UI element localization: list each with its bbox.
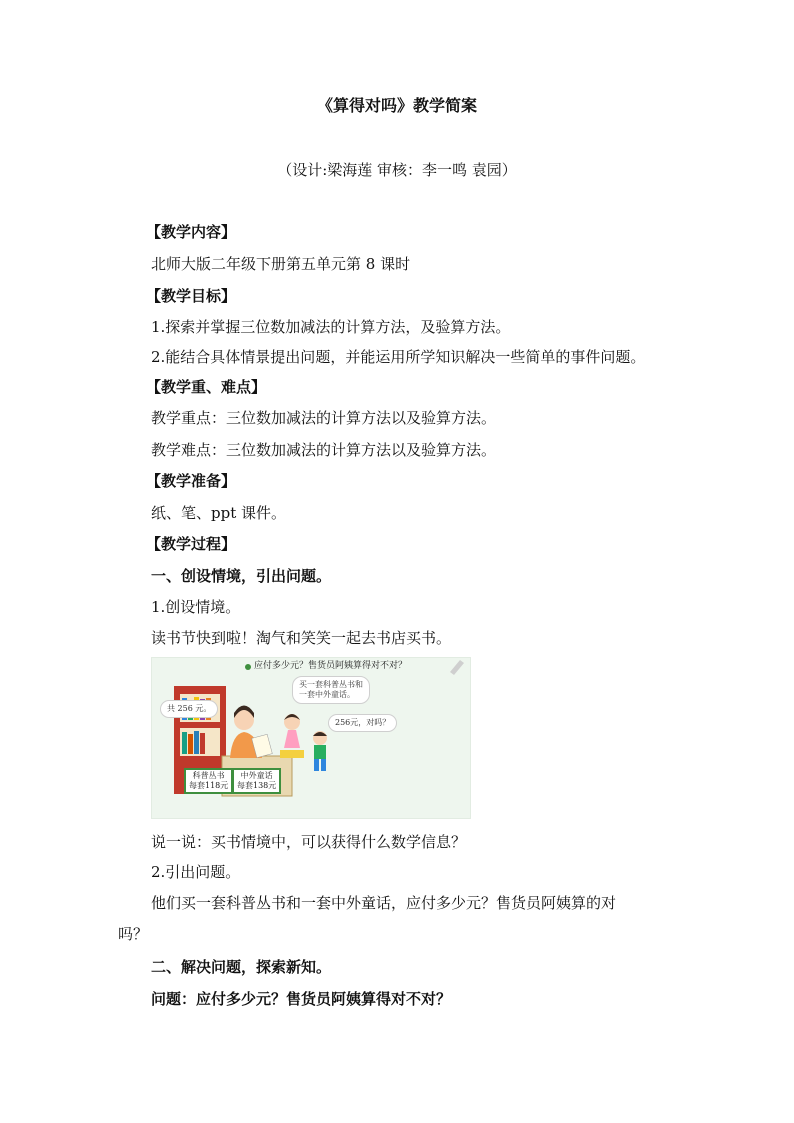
sign-tales-price: 每套138元 <box>237 781 277 790</box>
goal-1: 1.探索并掌握三位数加减法的计算方法，及验算方法。 <box>151 318 511 336</box>
credits-line: （设计:梁海莲 审核：李一鸣 袁园） <box>277 161 517 179</box>
sign-science-title: 科普丛书 <box>192 771 225 780</box>
question-line-1: 他们买一套科普丛书和一套中外童话，应付多少元？售货员阿姨算的对 <box>151 894 617 912</box>
question-line-2: 吗？ <box>118 925 149 943</box>
girl-bubble-line-2: 一套中外童话。 <box>299 690 355 699</box>
heading-goals: 【教学目标】 <box>146 287 237 305</box>
sign-tales-title: 中外童话 <box>240 771 273 780</box>
key-point: 教学重点：三位数加减法的计算方法以及验算方法。 <box>151 409 497 427</box>
price-sign-fairy-tales <box>232 768 281 794</box>
story-text: 读书节快到啦！淘气和笑笑一起去书店买书。 <box>151 629 452 647</box>
heading-process: 【教学过程】 <box>146 535 237 553</box>
section-1-heading: 一、创设情境，引出问题。 <box>151 567 332 585</box>
content-text: 北师大版二年级下册第五单元第 8 课时 <box>151 255 411 273</box>
step-1: 1.创设情境。 <box>151 598 241 616</box>
preparation-text: 纸、笔、ppt 课件。 <box>151 504 287 522</box>
discussion-prompt: 说一说：买书情境中，可以获得什么数学信息？ <box>151 833 467 851</box>
girl-speech-bubble <box>292 676 370 704</box>
heading-key-points: 【教学重、难点】 <box>146 378 267 396</box>
bookstore-illustration <box>151 657 471 819</box>
heading-preparation: 【教学准备】 <box>146 472 237 490</box>
difficult-point: 教学难点：三位数加减法的计算方法以及验算方法。 <box>151 441 497 459</box>
goal-2: 2.能结合具体情景提出问题，并能运用所学知识解决一些简单的事件问题。 <box>151 348 646 366</box>
page-title: 《算得对吗》教学简案 <box>316 96 477 115</box>
sign-science-price: 每套118元 <box>189 781 229 790</box>
clerk-speech-bubble: 共 256 元。 <box>160 700 218 718</box>
girl-bubble-line-1: 买一套科普丛书和 <box>299 680 363 689</box>
price-sign-science <box>184 768 233 794</box>
heading-content: 【教学内容】 <box>146 223 237 241</box>
problem-statement: 问题：应付多少元？售货员阿姨算得对不对？ <box>151 990 452 1008</box>
step-2: 2.引出问题。 <box>151 863 241 881</box>
section-2-heading: 二、解决问题，探索新知。 <box>151 958 332 976</box>
boy-speech-bubble: 256元，对吗？ <box>328 714 397 732</box>
illustration-header: 应付多少元？售货员阿姨算得对不对？ <box>254 661 408 671</box>
